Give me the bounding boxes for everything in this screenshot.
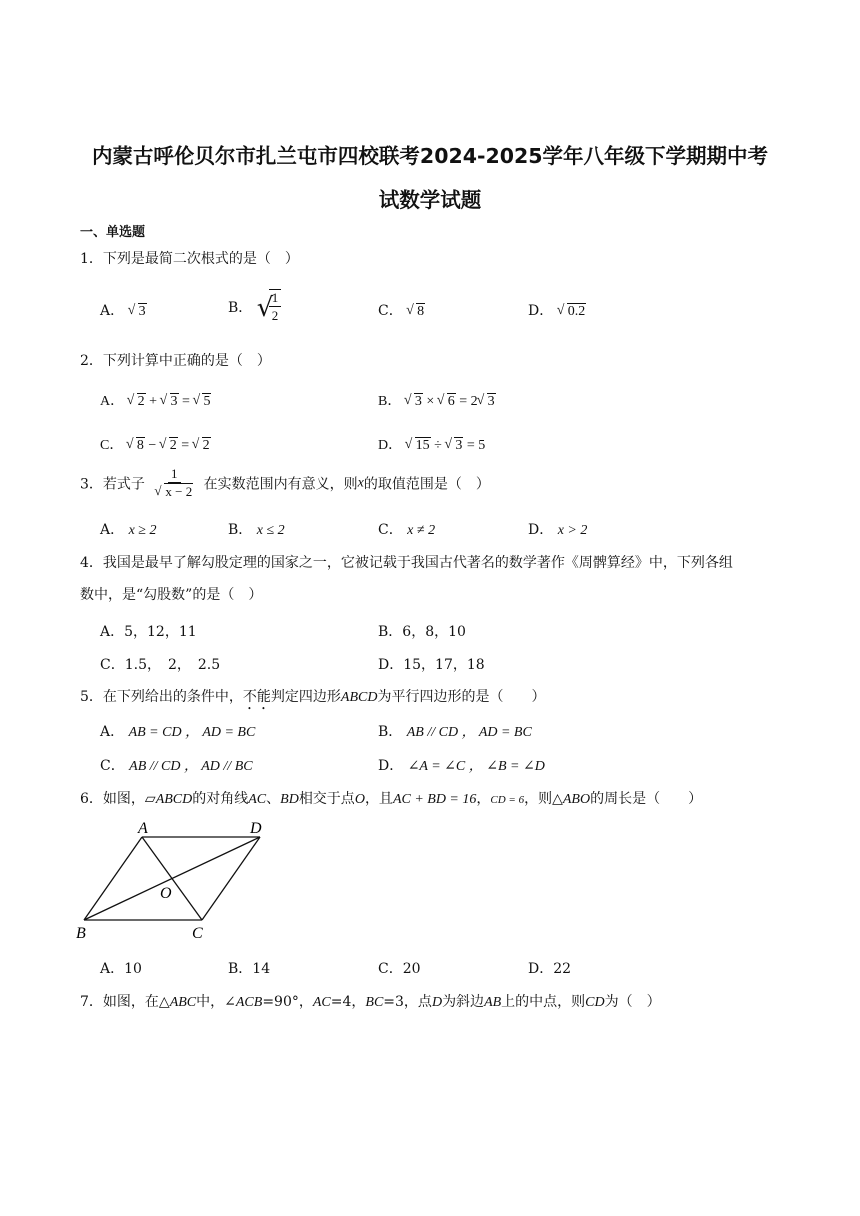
question-1-stem: 1．下列是最简二次根式的是（ ） [80,251,299,267]
option-label: B． [228,300,253,316]
q4-option-d: D．15，17，18 [378,657,485,673]
q2-option-b: B． √ 3 × √ 6 = 2√ 3 [378,390,496,410]
exam-title-line1: 内蒙古呼伦贝尔市扎兰屯市四校联考2024-2025学年八年级下学期期中考 [91,144,769,168]
q1-option-c [378,300,425,320]
fraction-expression: 1 √ x − 2 [155,466,193,501]
q2-option-c: C． √ 8 − √ 2 = √ 2 [100,434,211,454]
side-cd [202,837,260,920]
sqrt-expression: √ 3 [129,304,147,320]
q4-option-b: B．6，8，10 [378,624,466,640]
q3-option-d: D． x > 2 [528,522,588,538]
side-ab [84,837,142,920]
question-5-stem: 5．在下列给出的条件中，不能判定四边形ABCD为平行四边形的是（ ） [80,689,546,705]
q4-option-a: A．5，12，11 [100,624,197,640]
question-6-stem: 6．如图，▱ABCD的对角线AC、BD相交于点O，且AC + BD = 16，CD = 6，则△ABO的周长是（ ） [80,791,703,807]
q6-option-b: B．14 [228,961,271,977]
q5-option-c: C． AB // CD ， AD // BC [100,758,253,774]
question-3-stem: 3．若式子 1 √ x − 2 在实数范围内有意义，则x的取值范围是（ ） [80,466,490,501]
vertex-label-b: B [76,925,86,942]
question-4-stem-line2: 数中，是“勾股数”的是（ ） [80,587,263,603]
q2-option-d: D． √ 15 ÷ √ 3 = 5 [378,434,485,454]
q5-option-a: A． AB = CD ， AD = BC [100,724,256,740]
q4-option-c: C．1.5， 2， 2.5 [100,657,221,673]
q2-option-a: A． √ 2 + √ 3 = √ 5 [100,390,211,410]
question-4-stem-line1: 4．我国是最早了解勾股定理的国家之一，它被记载于我国古代著名的数学著作《周髀算经》中，下列各组 [80,555,733,571]
q6-option-c: C．20 [378,961,421,977]
q1-option-a [100,300,147,320]
q3-option-b: B． x ≤ 2 [228,522,285,538]
q5-option-b: B． AB // CD ， AD = BC [378,724,532,740]
diagonal-bd [84,837,260,920]
q6-option-a: A．10 [100,961,142,977]
q5-option-d: D． ∠A = ∠C ， ∠B = ∠D [378,758,545,774]
q1-option-d [528,300,586,320]
option-label: A． [100,303,125,319]
section-heading: 一、单选题 [80,225,146,240]
question-2-stem: 2．下列计算中正确的是（ ） [80,353,271,369]
q6-option-d: D．22 [528,961,572,977]
q3-option-a: A． x ≥ 2 [100,522,157,538]
emphasis-not: 不能 [242,689,271,705]
vertex-label-c: C [192,925,203,942]
question-7-stem: 7．如图，在△ABC中，∠ACB=90°，AC=4，BC=3，点D为斜边AB上的中点，则CD为（ ） [80,994,661,1010]
sqrt-expression: √ 0.2 [558,304,587,320]
option-label: C． [378,303,403,319]
vertex-label-d: D [250,820,262,837]
sqrt-fraction: √ $\frac{1}{2}$ [257,289,282,325]
sqrt-expression: √ 8 [407,304,425,320]
exam-title-line2: 试数学试题 [378,188,482,212]
q1-option-b [228,289,281,325]
point-label-o: O [160,885,172,902]
vertex-label-a: A [138,820,148,837]
parallelogram-figure [72,815,282,945]
option-label: D． [528,303,554,319]
q3-option-c: C． x ≠ 2 [378,522,436,538]
